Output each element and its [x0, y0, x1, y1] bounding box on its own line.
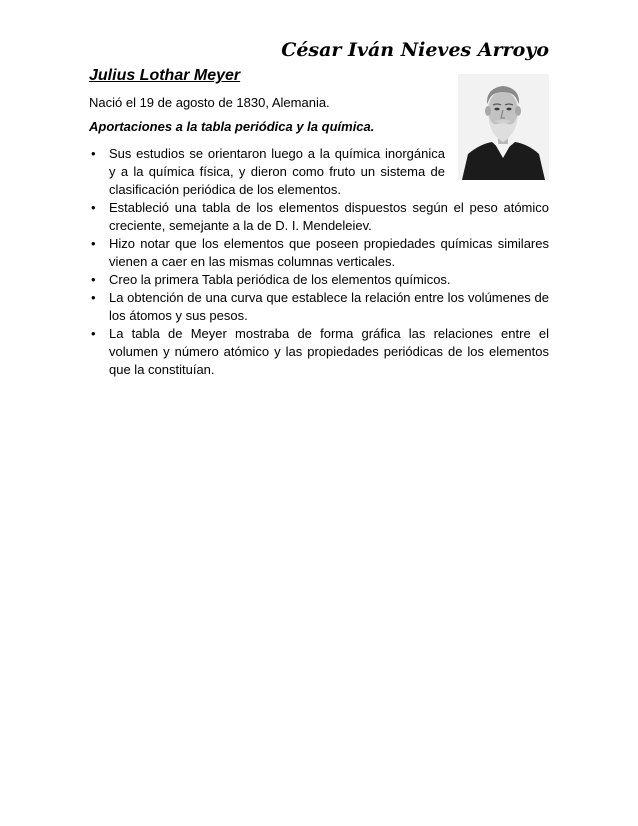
- list-item-text: Estableció una tabla de los elementos dispuestos según el peso atómico creciente, semejante a la de D. I. Mendeleiev.: [109, 200, 549, 233]
- section-heading: Aportaciones a la tabla periódica y la química.: [89, 119, 375, 134]
- list-item-text: La tabla de Meyer mostraba de forma gráfica las relaciones entre el volumen y número atómico y las propiedades periódicas de los elementos que la constituían.: [109, 326, 549, 377]
- bullet-icon: •: [91, 272, 96, 287]
- list-item-text: Sus estudios se orientaron luego a la química inorgánica y a la química física, y dieron como fruto un sistema de clasificación periódica de los elementos.: [109, 146, 445, 197]
- list-item: [89, 271, 549, 289]
- document-title: Julius Lothar Meyer: [89, 67, 241, 84]
- list-item: [89, 235, 549, 271]
- bullet-icon: •: [91, 200, 96, 215]
- contributions-list: [89, 145, 549, 379]
- bullet-icon: •: [91, 326, 96, 341]
- list-item: [89, 325, 549, 379]
- bullet-icon: •: [91, 236, 96, 251]
- list-item-text: Creo la primera Tabla periódica de los elementos químicos.: [109, 272, 451, 287]
- contributions-list-region: [89, 145, 549, 379]
- list-item: [89, 145, 549, 199]
- bullet-icon: •: [91, 290, 96, 305]
- list-item: [89, 289, 549, 325]
- bullet-icon: •: [91, 146, 96, 161]
- list-item: [89, 199, 549, 235]
- birth-info: Nació el 19 de agosto de 1830, Alemania.: [89, 95, 330, 110]
- list-item-text: La obtención de una curva que establece la relación entre los volúmenes de los átomos y sus pesos.: [109, 290, 549, 323]
- list-item-text: Hizo notar que los elementos que poseen propiedades químicas similares vienen a caer en las mismas columnas verticales.: [109, 236, 549, 269]
- author-name: César Iván Nieves Arroyo: [281, 39, 549, 61]
